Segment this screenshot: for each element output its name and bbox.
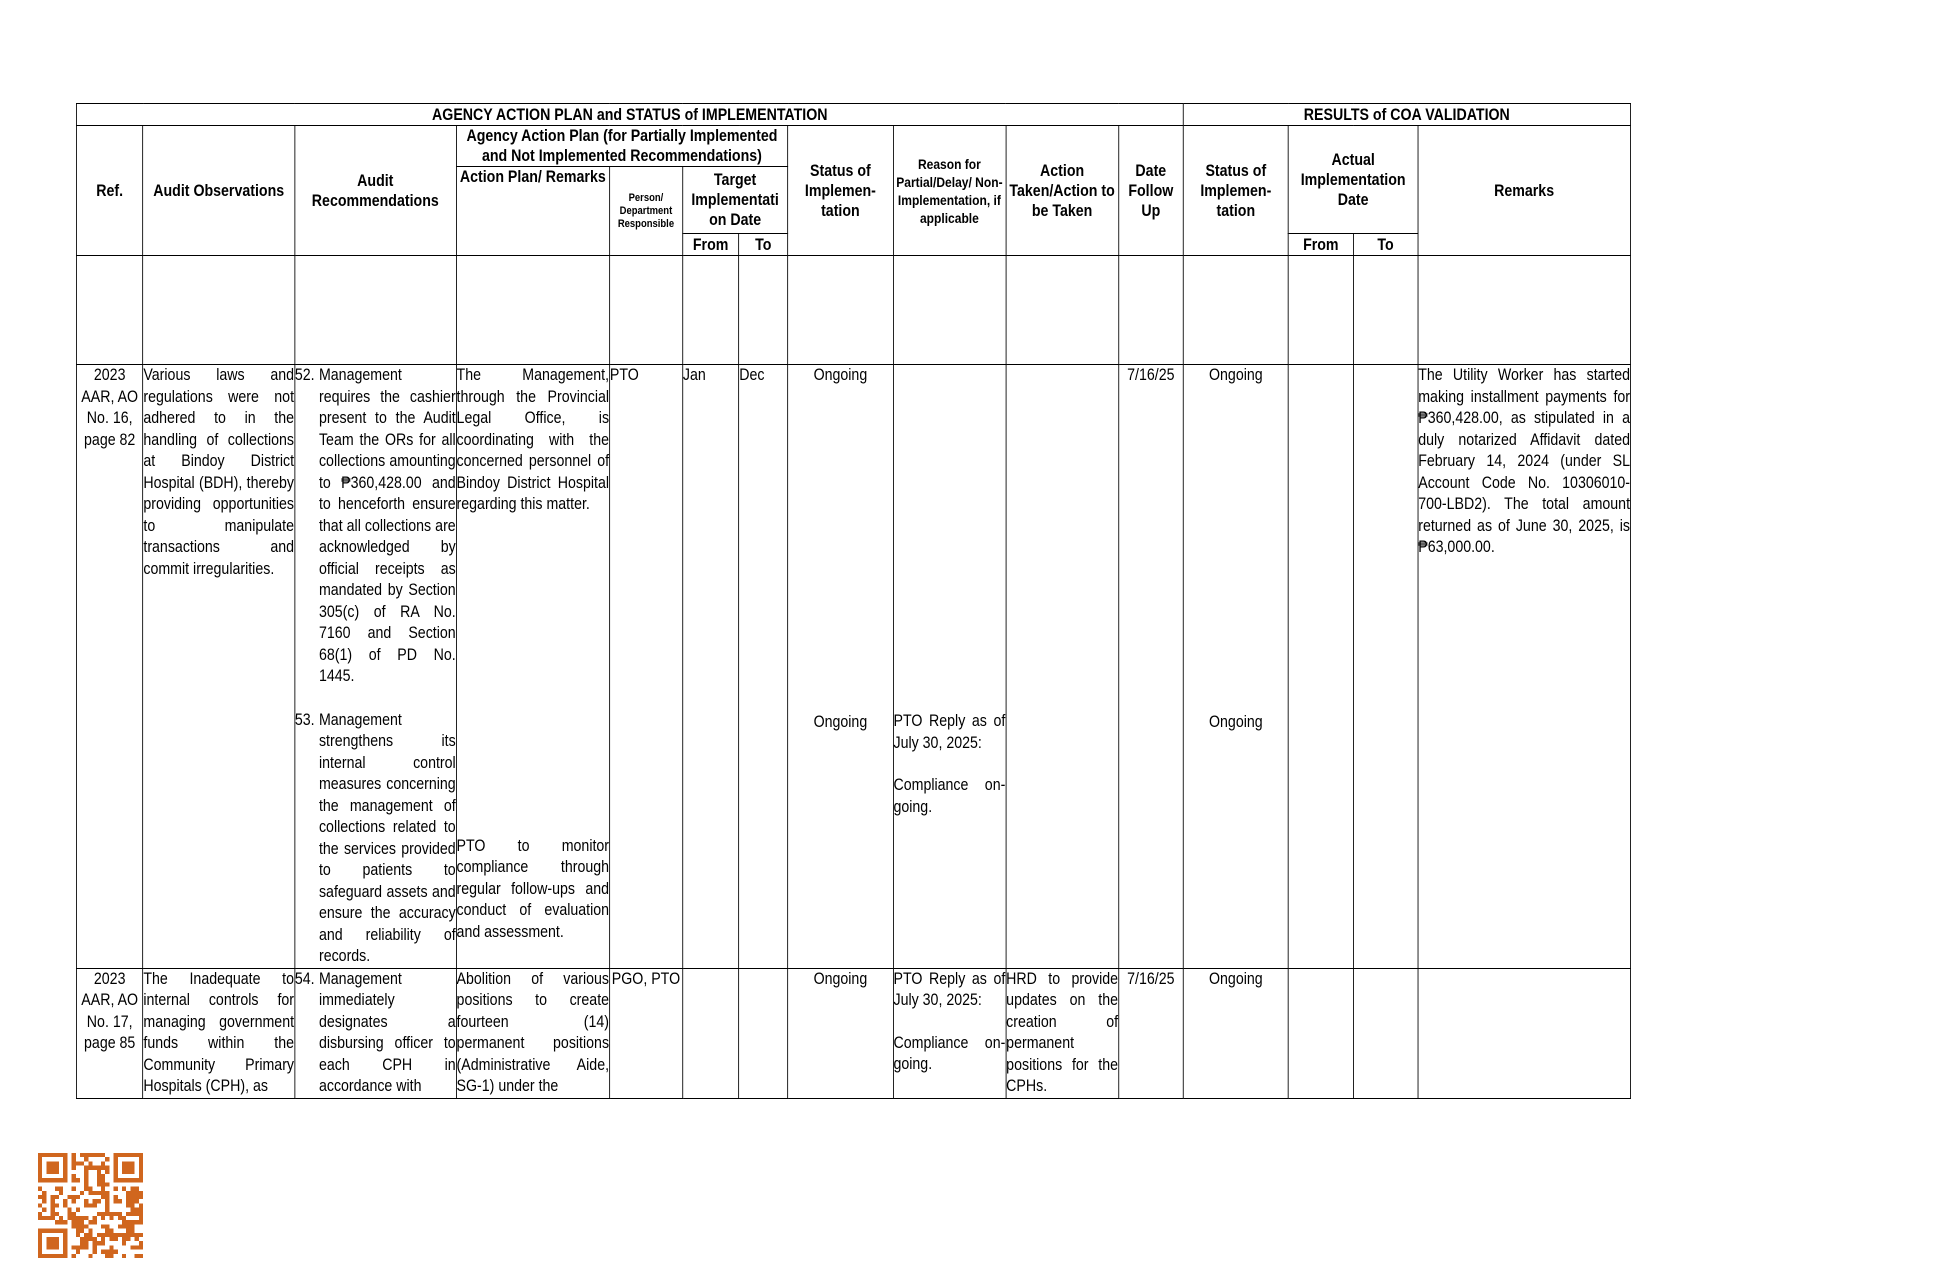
- table-row: [76, 365, 1630, 969]
- status-coa-cell: Ongoing: [1183, 968, 1288, 1098]
- date-follow-cell: 7/16/25: [1118, 968, 1183, 1098]
- qr-code: [38, 1153, 143, 1258]
- header-action-taken: Action Taken/Action to be Taken: [1006, 126, 1119, 256]
- header-reason: Reason for Partial/Delay/ Non- Implementation, if applicable: [893, 126, 1006, 256]
- group-left-header: AGENCY ACTION PLAN and STATUS of IMPLEMENTATION: [76, 104, 1183, 126]
- header-target-from: From: [682, 234, 738, 256]
- group-right-header: RESULTS of COA VALIDATION: [1183, 104, 1630, 126]
- rec-text: Management immediately designates a disbursing officer to each CPH in accordance with: [318, 969, 456, 1095]
- blank-row: [76, 256, 1630, 365]
- ref-cell: 2023 AAR, AO No. 17, page 85: [76, 968, 143, 1098]
- reason-54-line2: Compliance on-going.: [893, 1033, 1006, 1073]
- action-taken-cell: [1006, 365, 1119, 969]
- recommendations-cell: [294, 365, 456, 969]
- reason-53-line1: PTO Reply as of July 30, 2025:: [893, 712, 1006, 752]
- action-plan-53: PTO to monitor compliance through regular follow-ups and conduct of evaluation and assessment.: [456, 836, 610, 941]
- observation-cell: The Inadequate to internal controls for managing government funds within the Community Primary Hospitals (CPH), as: [143, 968, 295, 1098]
- status-52: Ongoing: [813, 366, 868, 384]
- observation-cell: Various laws and regulations were not adhered to in the handling of collections at Bindoy District Hospital (BDH), thereby providing opportunities to manipulate transactions and commit irregularities.: [143, 365, 295, 969]
- header-ref: Ref.: [76, 126, 143, 256]
- action-plan-cell: [456, 365, 609, 969]
- target-to-cell: Dec: [739, 365, 788, 969]
- header-remarks: Remarks: [1418, 126, 1631, 256]
- recommendation-54: [295, 969, 456, 1098]
- reason-54-line1: PTO Reply as of July 30, 2025:: [893, 969, 1006, 1009]
- actual-to-cell: [1353, 968, 1418, 1098]
- header-recommendations: Audit Recommendations: [294, 126, 456, 256]
- actual-from-cell: [1288, 365, 1353, 969]
- status-coa-52: Ongoing: [1208, 366, 1263, 384]
- date-follow-cell: 7/16/25: [1118, 365, 1183, 969]
- rec-text: Management strengthens its internal control measures concerning the management of collections related to the services provided to patients to safeguard assets and ensure the accuracy and reliability of records.: [318, 710, 456, 965]
- remarks-cell: [1418, 968, 1631, 1098]
- header-action-plan-group: Agency Action Plan (for Partially Implemented and Not Implemented Recommendations): [456, 126, 788, 167]
- header-target-date: Target Implementati on Date: [682, 167, 787, 234]
- reason-cell: [893, 365, 1006, 969]
- target-from-cell: [682, 968, 738, 1098]
- action-plan-52: The Management, through the Provincial Legal Office, is coordinating with the concerned personnel of Bindoy District Hospital regarding this matter.: [456, 366, 610, 513]
- action-taken-cell: HRD to provide updates on the creation of permanent positions for the CPHs.: [1006, 968, 1119, 1098]
- recommendations-cell: [294, 968, 456, 1098]
- header-actual-to: To: [1353, 234, 1418, 256]
- remarks-cell: The Utility Worker has started making installment payments for ₱360,428.00, as stipulated in a duly notarized Affidavit dated February 14, 2024 (under SL Account Code No. 10306010-700-LBD2). The total amount returned as of June 30, 2025, is ₱63,000.00.: [1418, 365, 1631, 969]
- reason-53-line2: Compliance on-going.: [893, 776, 1006, 816]
- header-row-1: [76, 126, 1630, 167]
- person-cell: PGO, PTO: [609, 968, 682, 1098]
- status-cell: Ongoing: [788, 968, 893, 1098]
- qr-code-graphic: [38, 1153, 143, 1258]
- action-plan-table: [76, 103, 1631, 1099]
- status-coa-53: Ongoing: [1208, 712, 1263, 731]
- ref-cell: 2023 AAR, AO No. 16, page 82: [76, 365, 143, 969]
- rec-number: 54.: [294, 969, 315, 988]
- header-date-follow-up: Date Follow Up: [1118, 126, 1183, 256]
- status-cell: [788, 365, 893, 969]
- recommendation-53: [295, 710, 456, 968]
- header-status-coa: Status of Implemen- tation: [1183, 126, 1288, 256]
- header-person: Person/ Department Responsible: [609, 167, 682, 256]
- person-cell: PTO: [609, 365, 682, 969]
- header-action-plan: Action Plan/ Remarks: [456, 167, 609, 256]
- status-coa-cell: [1183, 365, 1288, 969]
- header-observations: Audit Observations: [143, 126, 295, 256]
- header-actual-date: Actual Implementation Date: [1288, 126, 1417, 234]
- rec-number: 53.: [294, 710, 315, 729]
- status-53: Ongoing: [813, 712, 868, 731]
- header-actual-from: From: [1288, 234, 1353, 256]
- header-status: Status of Implemen- tation: [788, 126, 893, 256]
- target-to-cell: [739, 968, 788, 1098]
- action-plan-cell: Abolition of various positions to create fourteen (14) permanent positions (Administrative Aide, SG-1) under the: [456, 968, 609, 1098]
- target-from-cell: Jan: [682, 365, 738, 969]
- header-target-to: To: [739, 234, 788, 256]
- actual-from-cell: [1288, 968, 1353, 1098]
- rec-text: Management requires the cashier present to the Audit Team the ORs for all collections amounting to ₱360,428.00 and to henceforth ensure that all collections are acknowledged by official receipts as mandated by Section 305(c) of RA No. 7160 and Section 68(1) of PD No. 1445.: [318, 366, 456, 685]
- actual-to-cell: [1353, 365, 1418, 969]
- reason-cell: [893, 968, 1006, 1098]
- group-header-row: [76, 104, 1630, 126]
- rec-number: 52.: [294, 366, 315, 384]
- recommendation-52: [295, 365, 456, 688]
- table-row: [76, 968, 1630, 1098]
